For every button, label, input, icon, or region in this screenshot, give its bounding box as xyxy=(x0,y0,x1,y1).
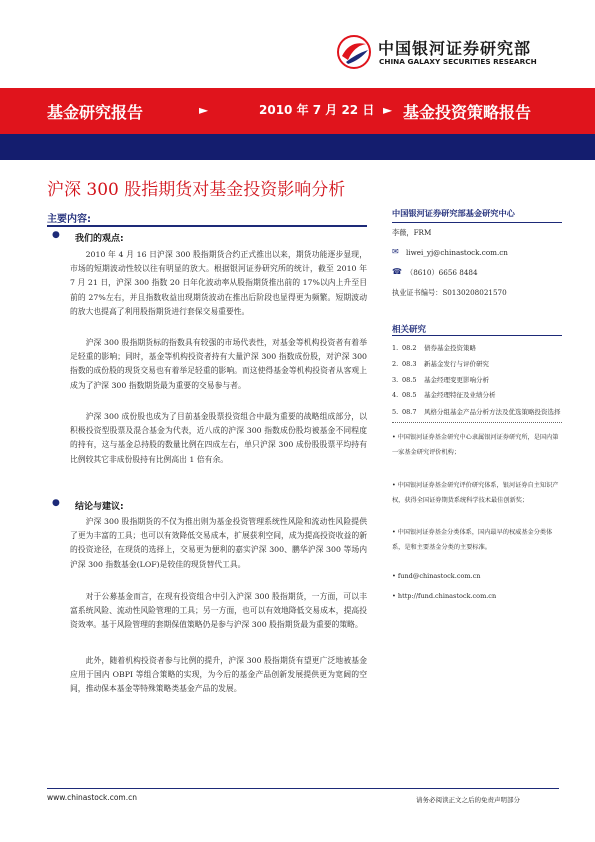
galaxy-swoosh-logo-icon xyxy=(336,34,372,70)
sidebar-divider xyxy=(392,222,562,223)
list-item[interactable]: 1. 08.2 债券基金投资策略 xyxy=(392,344,476,352)
page-title: 沪深 300 股指期货对基金投资影响分析 xyxy=(47,180,346,200)
footer-disclaimer: 请务必阅读正文之后的免责声明部分 xyxy=(416,796,520,804)
sidebar-divider xyxy=(392,335,562,336)
center-note: • 中国银河证券基金研究评价研究体系，银河证券自主知识产权，获得全国证券期货系统科学技术最佳创新奖； xyxy=(392,482,559,504)
fund-email-link[interactable]: • fund@chinastock.com.cn xyxy=(392,572,481,580)
report-date: 2010 年 7 月 22 日 xyxy=(259,103,375,117)
analyst-email-link[interactable]: liwei_yj@chinastock.com.cn xyxy=(406,248,508,257)
list-item[interactable]: 4. 08.5 基金经理特征及业绩分析 xyxy=(392,391,496,400)
paragraph: 沪深 300 股指期货的不仅为推出则为基金投资管理系统性风险和流动性风险提供了更为丰富的工具；也可以有效降低交易成本，扩展获利空间，成为提高投资收益的新的投资途径，在现货的选择上，交易更为便利的嘉实沪深 300、鹏华沪深 300 等场内沪深 300 指数基金(LOF)是较佳的现货替代工具。 xyxy=(70,517,367,569)
mail-icon: ✉ xyxy=(392,247,399,256)
paragraph: 沪深 300 股指期货标的指数具有较强的市场代表性，对基金等机构投资者有着举足轻重的影响；同时，基金等机构投资者持有大量沪深 300 指数成份股，对沪深 300 指数的成份股的现货交易也有着举足轻重的影响。而这使得基金等机构投资者从客观上成为了沪深 300 指数期货最为重要的交易参与者。 xyxy=(70,338,367,390)
fund-website-link[interactable]: • http://fund.chinastock.com.cn xyxy=(392,592,497,600)
bullet-icon: ● xyxy=(52,230,60,240)
paragraph: 2010 年 4 月 16 日沪深 300 股指期货合约正式推出以来，期货功能逐步显现，市场的短期波动性较以往有明显的放大。根据银河证券研究所的统计，截至 2010 年 7 月 21 日，沪深 300 指数 20 日年化波动率从股指期货推出前的 17%以内上升至目前的 27%左右，并且指数收益出现期货波动在推出后阶段也显得更为频繁。短期波动的放大也提高了利用股指期货进行套保交易重要性。 xyxy=(70,250,367,316)
analyst-name: 李薇，FRM xyxy=(392,228,432,237)
center-note: • 中国银河证券基金分类体系，国内最早的权威基金分类体系，是和主要基金分类的主要标准。 xyxy=(392,529,553,551)
paragraph: 此外，随着机构投资者参与比例的提升，沪深 300 股指期货有望更广泛地被基金应用于国内 OBPI 等组合策略的实现，为今后的基金产品创新发展提供更为宽阔的空间，推动保本基金等特殊策略类基金产品的发展。 xyxy=(70,656,367,694)
certificate-number: 执业证书编号：S0130208021570 xyxy=(392,288,507,297)
arrow-right-icon: ► xyxy=(199,103,209,117)
summary-divider xyxy=(47,225,367,227)
section-heading-conclusion: 结论与建议: xyxy=(75,502,124,512)
brand-name-en: CHINA GALAXY SECURITIES RESEARCH xyxy=(379,57,537,66)
related-research-list xyxy=(392,341,562,419)
related-research-title: 相关研究 xyxy=(392,325,427,335)
analyst-phone: （8610）6656 8484 xyxy=(406,268,478,277)
header-navy-band xyxy=(0,134,595,160)
footer-website-link[interactable]: www.chinastock.com.cn xyxy=(47,793,137,802)
sidebar-dotted-divider xyxy=(392,422,562,423)
list-item[interactable]: 5. 08.7 风格分组基金产品分析方法及优选策略投资选择 xyxy=(392,408,561,417)
paragraph: 沪深 300 成份股也成为了目前基金股票投资组合中最为重要的战略组成部分，以积极投资型股票及混合基金为代表，近八成的沪深 300 指数成份股均被基金不同程度的持有，这与基金总持股的数量比例在四成左右，单只沪深 300 成份股股票平均持有比例较其它非成份股持有比例高出 1 倍有余。 xyxy=(70,412,367,464)
arrow-right-icon: ► xyxy=(383,103,393,117)
research-center-name: 中国银河证券研究部基金研究中心 xyxy=(392,208,515,218)
footer-divider xyxy=(47,788,559,789)
list-item[interactable]: 3. 08.5 基金经理变更影响分析 xyxy=(392,375,489,384)
center-note: • 中国银河证券基金研究中心隶属银河证券研究所，是国内第一家基金研究评价机构； xyxy=(392,434,559,456)
brand-name-cn: 中国银河证券研究部 xyxy=(378,39,532,58)
summary-label: 主要内容: xyxy=(47,214,91,225)
report-category: 基金研究报告 xyxy=(47,103,144,122)
bullet-icon: ● xyxy=(52,498,60,508)
report-type: 基金投资策略报告 xyxy=(403,103,532,122)
paragraph: 对于公募基金而言，在现有投资组合中引入沪深 300 股指期货，一方面，可以丰富系统风险、流动性风险管理的工具；另一方面，也可以有效地降低交易成本，提高投资效率。基于风险管理的套期保值策略仍是参与沪深 300 股指期货最为重要的策略。 xyxy=(70,592,367,630)
section-heading-views: 我们的观点: xyxy=(75,234,124,244)
phone-icon: ☎ xyxy=(392,267,402,276)
list-item[interactable]: 2. 08.3 新基金发行与评价研究 xyxy=(392,359,489,368)
